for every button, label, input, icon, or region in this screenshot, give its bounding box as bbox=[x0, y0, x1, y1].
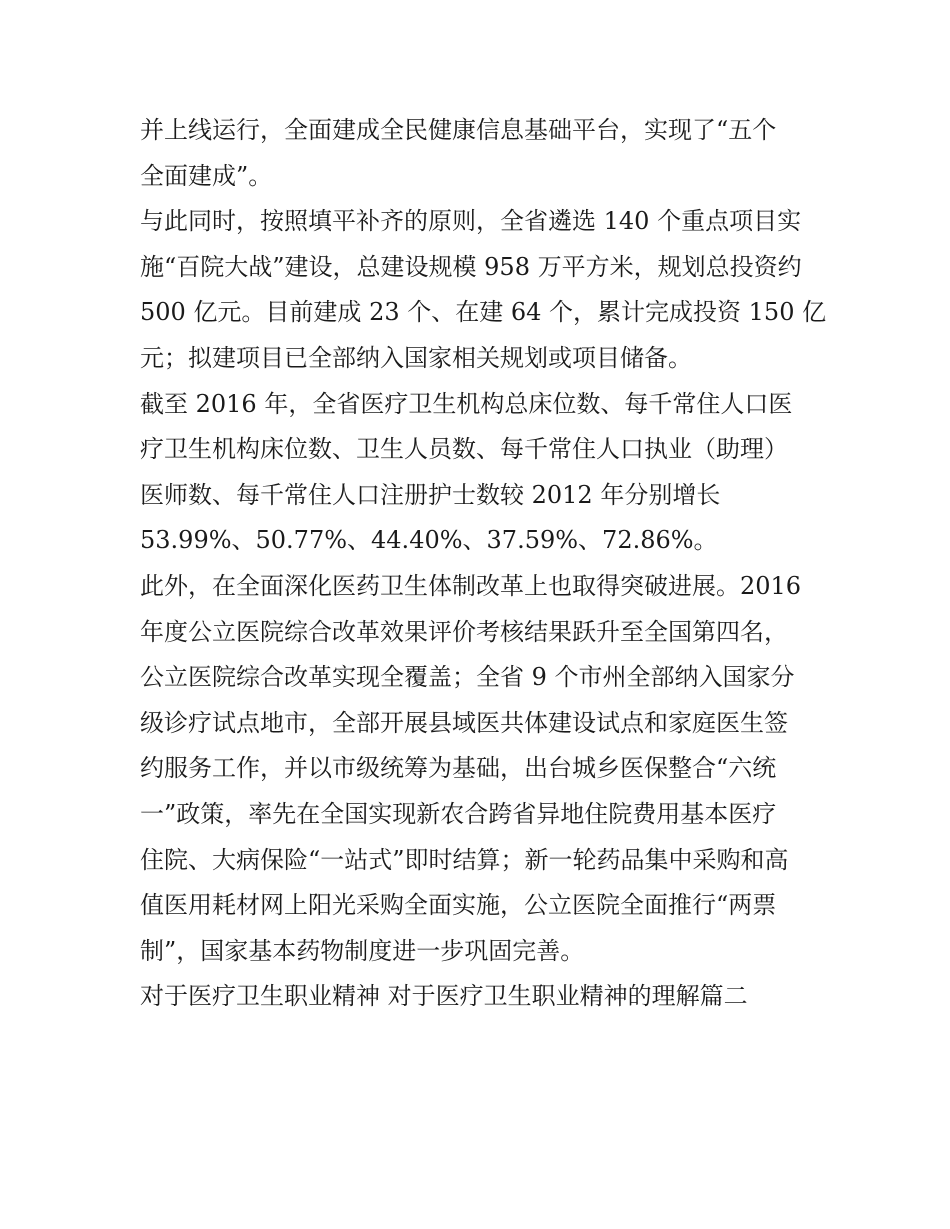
paragraph-1 bbox=[140, 108, 820, 199]
text-line: 一”政策，率先在全国实现新农合跨省异地住院费用基本医疗 bbox=[140, 799, 777, 828]
text-line: 对于医疗卫生职业精神 对于医疗卫生职业精神的理解篇二 bbox=[140, 982, 748, 1011]
text-line: 年度公立医院综合改革效果评价考核结果跃升至全国第四名， bbox=[140, 617, 788, 646]
document-body bbox=[140, 108, 827, 1020]
text-line: 截至 2016 年，全省医疗卫生机构总床位数、每千常住人口医 bbox=[140, 389, 793, 418]
paragraph-4 bbox=[140, 564, 820, 974]
text-line: 值医用耗材网上阳光采购全面实施，公立医院全面推行“两票 bbox=[140, 891, 777, 920]
text-line: 与此同时，按照填平补齐的原则，全省遴选 140 个重点项目实 bbox=[140, 207, 802, 236]
text-line: 医师数、每千常住人口注册护士数较 2012 年分别增长 bbox=[140, 480, 721, 509]
text-line: 约服务工作，并以市级统筹为基础，出台城乡医保整合“六统 bbox=[140, 754, 777, 783]
text-line: 制”，国家基本药物制度进一步巩固完善。 bbox=[140, 936, 585, 965]
text-line: 公立医院综合改革实现全覆盖；全省 9 个市州全部纳入国家分 bbox=[140, 663, 795, 692]
text-line: 施“百院大战”建设，总建设规模 958 万平方米，规划总投资约 bbox=[140, 252, 802, 281]
text-line: 并上线运行，全面建成全民健康信息基础平台，实现了“五个 bbox=[140, 116, 777, 144]
section-heading bbox=[140, 974, 820, 1020]
paragraph-3 bbox=[140, 382, 820, 564]
text-line: 疗卫生机构床位数、卫生人员数、每千常住人口执业（助理） bbox=[140, 435, 788, 464]
text-line: 住院、大病保险“一站式”即时结算；新一轮药品集中采购和高 bbox=[140, 845, 789, 874]
text-line: 级诊疗试点地市，全部开展县域医共体建设试点和家庭医生签 bbox=[140, 708, 788, 737]
text-line: 500 亿元。目前建成 23 个、在建 64 个，累计完成投资 150 亿 bbox=[140, 298, 827, 327]
text-line: 全面建成”。 bbox=[140, 161, 273, 190]
text-line: 此外，在全面深化医药卫生体制改革上也取得突破进展。2016 bbox=[140, 571, 802, 600]
text-line: 元；拟建项目已全部纳入国家相关规划或项目储备。 bbox=[140, 343, 692, 372]
text-line: 53.99%、50.77%、44.40%、37.59%、72.86%。 bbox=[140, 526, 718, 555]
paragraph-2 bbox=[140, 199, 827, 381]
